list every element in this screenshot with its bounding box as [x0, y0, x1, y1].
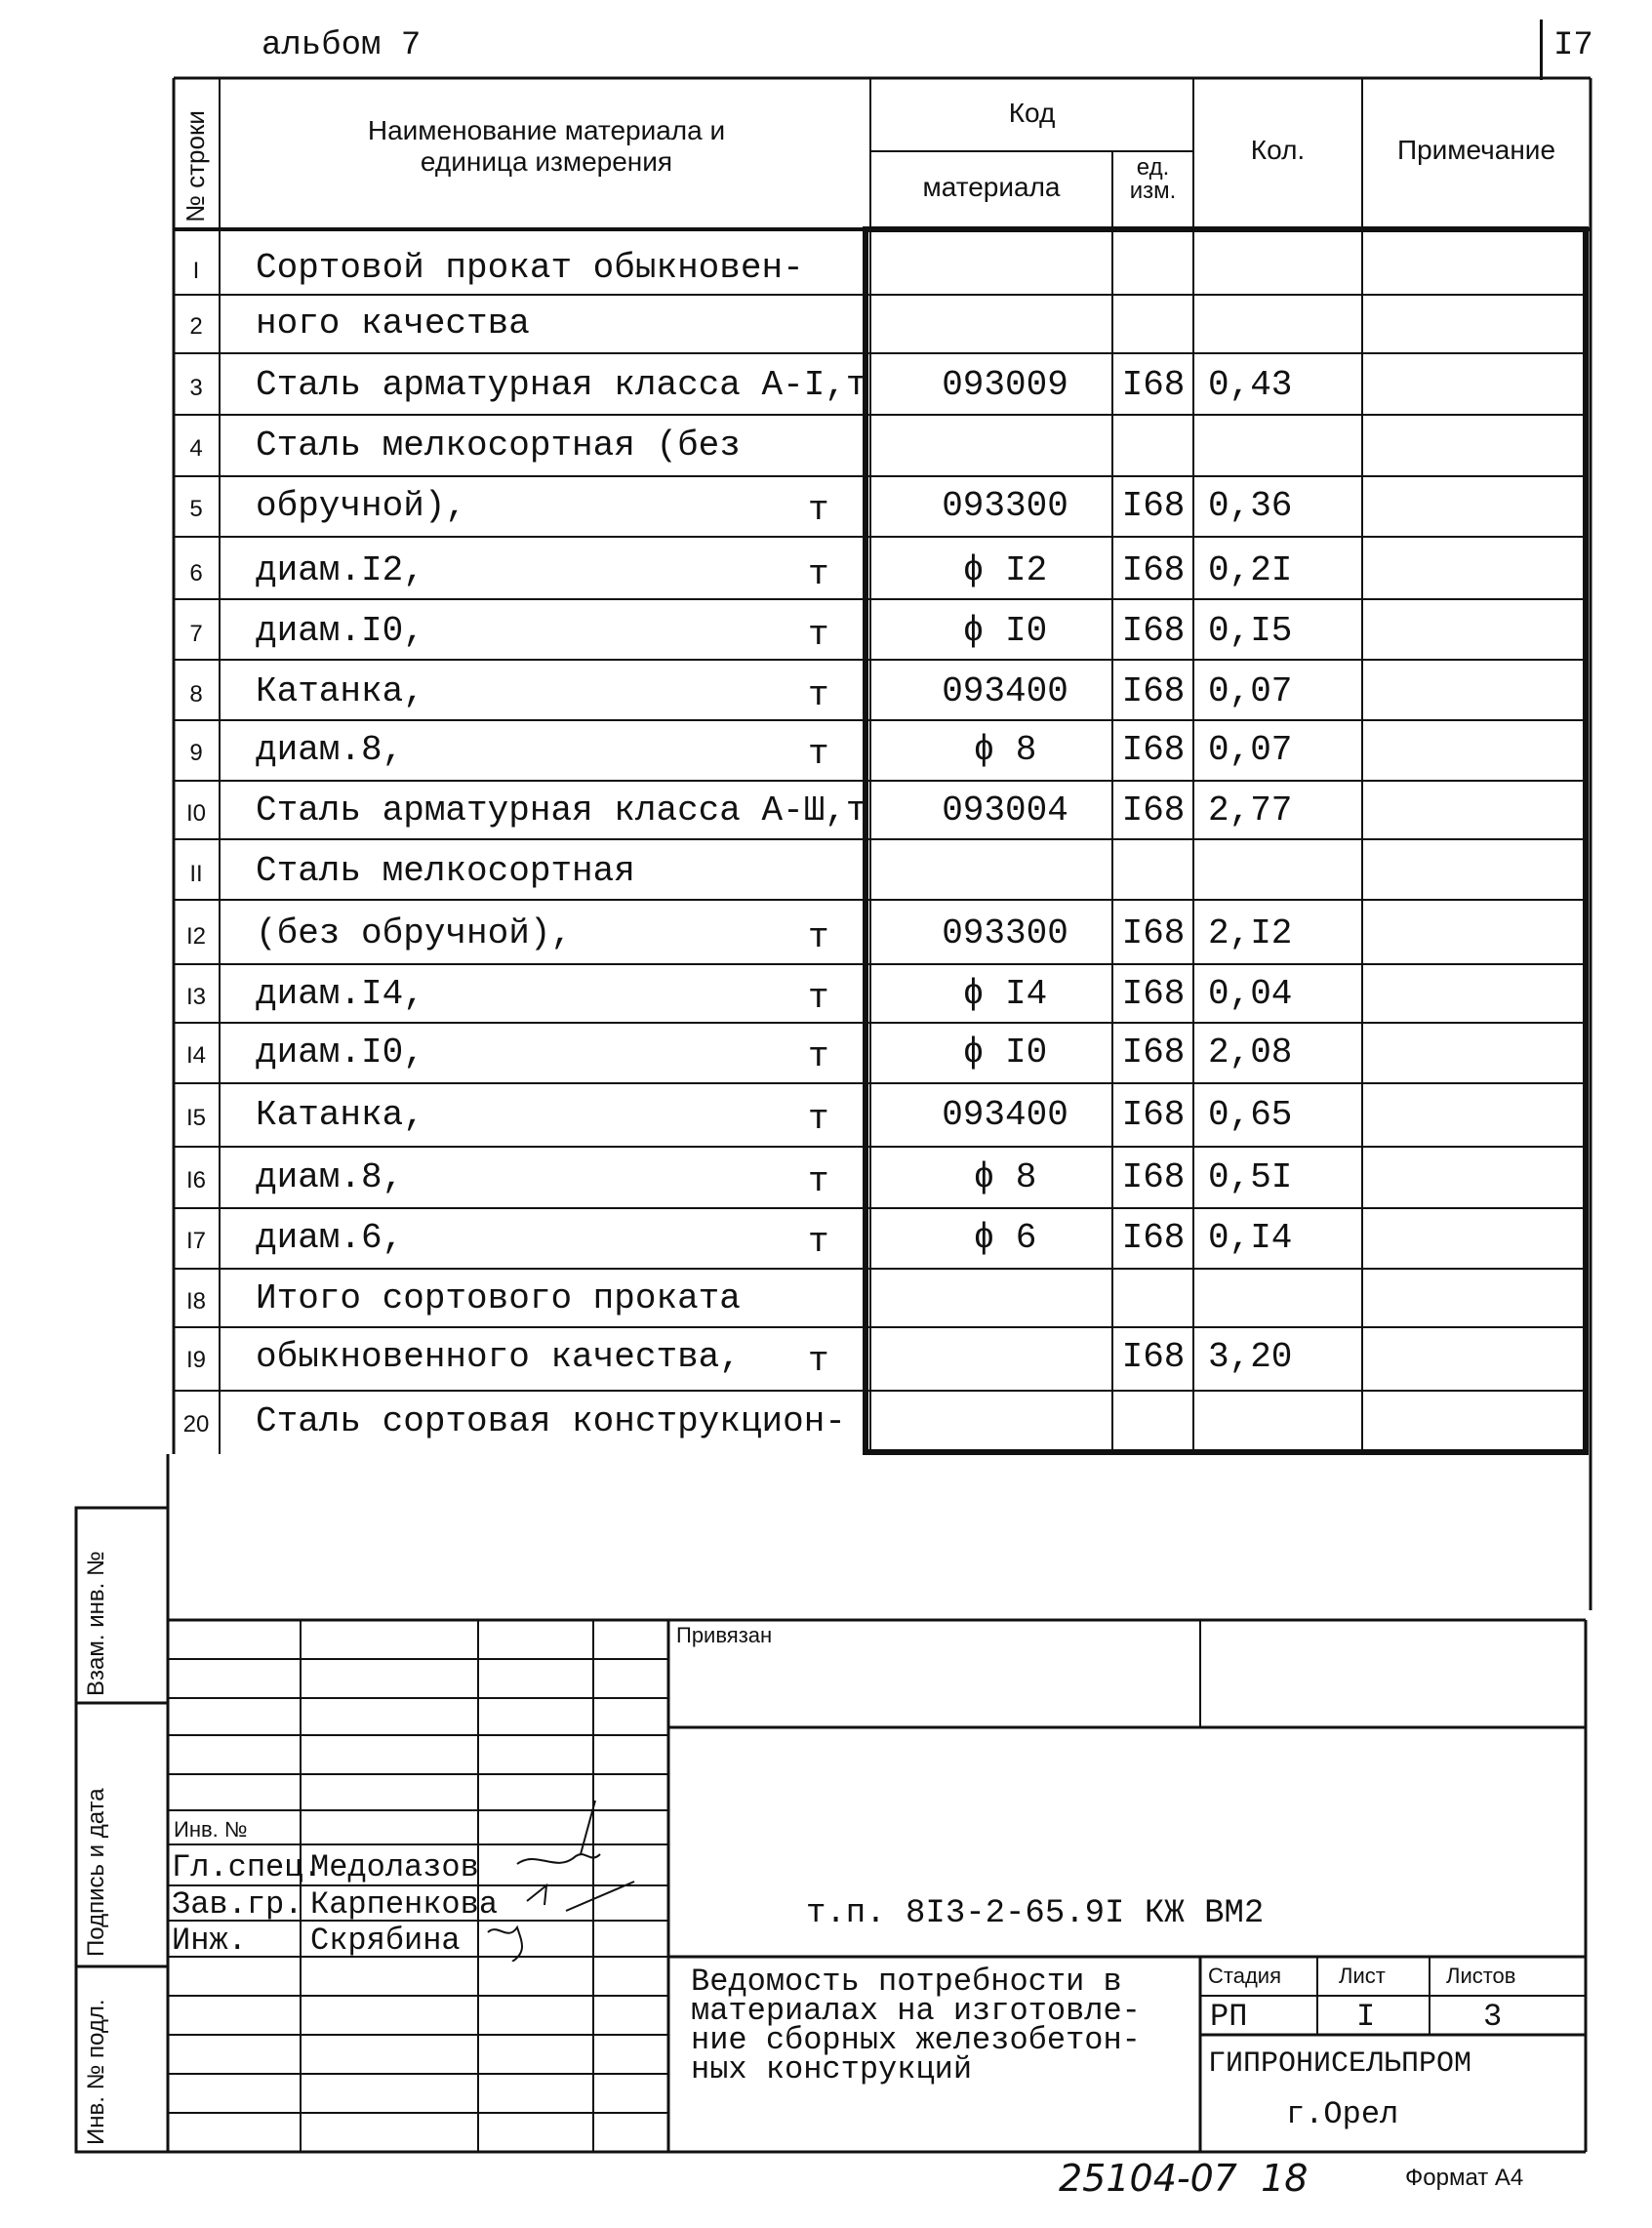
name-header: Наименование материала и единица измерения	[367, 115, 726, 177]
row-number: I9	[185, 1347, 206, 1373]
unit-code: I68	[1121, 1337, 1186, 1377]
row-number: II	[189, 861, 203, 887]
material-code: ϕ I0	[962, 611, 1048, 651]
album-label: альбом 7	[262, 27, 422, 64]
quantity: 0,5I	[1208, 1157, 1293, 1197]
unit-code: I68	[1121, 611, 1186, 651]
material-code: ϕ I4	[962, 974, 1048, 1014]
material-code: 093004	[942, 790, 1068, 830]
quantity: 2,77	[1208, 790, 1293, 830]
material-name: Сталь арматурная класса А-Ш,т	[256, 790, 867, 830]
privyazan-label: Привязан	[676, 1623, 773, 1647]
quantity: 0,I4	[1208, 1218, 1293, 1258]
material-name: обыкновенного качества,	[256, 1337, 741, 1377]
material-unit: т	[808, 1341, 829, 1381]
organization-name: ГИПРОНИСЕЛЬПРОМ	[1208, 2047, 1472, 2081]
row-number: I	[192, 258, 200, 284]
material-code: 093400	[942, 1095, 1068, 1135]
vzam-inv-label: Взам. инв. №	[83, 1551, 109, 1696]
material-name: ного качества	[256, 304, 530, 344]
quantity: 0,07	[1208, 730, 1293, 770]
unit-code: I68	[1121, 1033, 1186, 1073]
quantity: 0,36	[1208, 486, 1293, 526]
unit-code: I68	[1121, 913, 1186, 953]
page-number: I7	[1553, 27, 1593, 64]
person-role-2: Зав.гр.	[172, 1886, 303, 1923]
material-name: Катанка,	[256, 1095, 424, 1135]
format-label: Формат А4	[1405, 2165, 1524, 2191]
material-code: 093400	[942, 671, 1068, 711]
row-number: 5	[189, 496, 203, 522]
sheets-value: 3	[1483, 1999, 1503, 2035]
stage-value: РП	[1210, 1999, 1248, 2035]
sheets-label: Листов	[1446, 1964, 1516, 1988]
unit-code: I68	[1121, 671, 1186, 711]
quantity: 0,2I	[1208, 550, 1293, 590]
row-number: I0	[185, 800, 206, 827]
sheet-value: I	[1356, 1999, 1376, 2035]
material-code: ϕ 8	[973, 730, 1037, 770]
material-code: ϕ I0	[962, 1033, 1048, 1073]
row-number: 8	[189, 681, 203, 708]
material-name: Итого сортового проката	[256, 1278, 741, 1318]
material-name: Сортовой прокат обыкновен-	[256, 248, 804, 288]
row-number: I5	[185, 1105, 206, 1131]
quantity: 3,20	[1208, 1337, 1293, 1377]
row-number: 2	[189, 313, 203, 340]
unit-code: I68	[1121, 550, 1186, 590]
document-code: т.п. 8I3-2-65.9I КЖ ВМ2	[806, 1895, 1265, 1932]
unit-code: I68	[1121, 1218, 1186, 1258]
code-unit-header: ед. изм.	[1129, 154, 1177, 204]
inv-podl-label: Инв. № подл.	[83, 1999, 109, 2145]
material-unit: т	[808, 734, 829, 774]
unit-code: I68	[1121, 730, 1186, 770]
material-unit: т	[808, 1222, 829, 1262]
material-code: ϕ I2	[962, 550, 1048, 590]
quantity: 0,43	[1208, 365, 1293, 405]
material-unit: т	[808, 490, 829, 530]
material-name: диам.I4,	[256, 974, 424, 1014]
material-unit: т	[808, 978, 829, 1018]
code-material-header: материала	[922, 172, 1061, 202]
row-number: 20	[182, 1411, 210, 1438]
material-code: 093009	[942, 365, 1068, 405]
material-code: ϕ 8	[973, 1157, 1037, 1197]
document-description: Ведомость потребности в материалах на изготовле- ние сборных железобетон- ных конструкций	[691, 1964, 1141, 2087]
row-number: 3	[189, 375, 203, 401]
material-name: Сталь мелкосортная (без	[256, 425, 741, 466]
qty-header: Кол.	[1250, 135, 1306, 165]
person-name-1: Медолазов	[310, 1849, 479, 1885]
person-role-1: Гл.спец.	[172, 1849, 322, 1885]
row-number: I7	[185, 1228, 206, 1254]
signatures	[468, 1796, 644, 1962]
inv-no-label: Инв. №	[174, 1817, 248, 1842]
material-name: обручной),	[256, 486, 467, 526]
quantity: 0,07	[1208, 671, 1293, 711]
material-unit: т	[808, 1099, 829, 1139]
material-name: (без обручной),	[256, 913, 573, 953]
row-number: 6	[189, 560, 203, 587]
material-name: диам.8,	[256, 730, 404, 770]
row-number: 4	[189, 435, 203, 462]
row-number: 9	[189, 740, 203, 766]
note-header: Примечание	[1396, 135, 1556, 165]
material-name: диам.I0,	[256, 1033, 424, 1073]
material-unit: т	[808, 1036, 829, 1076]
unit-code: I68	[1121, 365, 1186, 405]
row-number: I3	[185, 984, 206, 1010]
quantity: 0,I5	[1208, 611, 1293, 651]
person-role-3: Инж.	[172, 1923, 247, 1959]
person-name-3: Скрябина	[310, 1923, 461, 1959]
row-number-header: № строки	[181, 110, 210, 223]
material-name: диам.8,	[256, 1157, 404, 1197]
material-code: 093300	[942, 913, 1068, 953]
material-name: Катанка,	[256, 671, 424, 711]
material-name: диам.I0,	[256, 611, 424, 651]
archive-code: 25104-07 18	[1059, 2157, 1309, 2200]
podpis-data-label: Подпись и дата	[83, 1788, 109, 1957]
material-name: диам.6,	[256, 1218, 404, 1258]
material-code: 093300	[942, 486, 1068, 526]
code-header: Код	[1008, 98, 1056, 128]
material-name: Сталь мелкосортная	[256, 851, 635, 891]
quantity: 0,65	[1208, 1095, 1293, 1135]
person-name-2: Карпенкова	[310, 1886, 499, 1923]
material-unit: т	[808, 554, 829, 594]
city-name: г.Орел	[1286, 2096, 1399, 2132]
quantity: 2,I2	[1208, 913, 1293, 953]
sheet-label: Лист	[1339, 1964, 1386, 1988]
stage-label: Стадия	[1208, 1964, 1281, 1988]
material-name: Сталь сортовая конструкцион-	[256, 1401, 846, 1441]
material-name: Сталь арматурная класса А-I,т	[256, 365, 867, 405]
material-unit: т	[808, 1161, 829, 1201]
row-number: I6	[185, 1167, 206, 1194]
material-code: ϕ 6	[973, 1218, 1037, 1258]
unit-code: I68	[1121, 1095, 1186, 1135]
quantity: 2,08	[1208, 1033, 1293, 1073]
quantity: 0,04	[1208, 974, 1293, 1014]
unit-code: I68	[1121, 1157, 1186, 1197]
material-unit: т	[808, 615, 829, 655]
unit-code: I68	[1121, 974, 1186, 1014]
material-unit: т	[808, 675, 829, 715]
material-unit: т	[808, 917, 829, 957]
row-number: I2	[185, 923, 206, 950]
row-number: I8	[185, 1288, 206, 1315]
unit-code: I68	[1121, 486, 1186, 526]
material-name: диам.I2,	[256, 550, 424, 590]
row-number: 7	[189, 621, 203, 647]
row-number: I4	[185, 1042, 206, 1069]
unit-code: I68	[1121, 790, 1186, 830]
